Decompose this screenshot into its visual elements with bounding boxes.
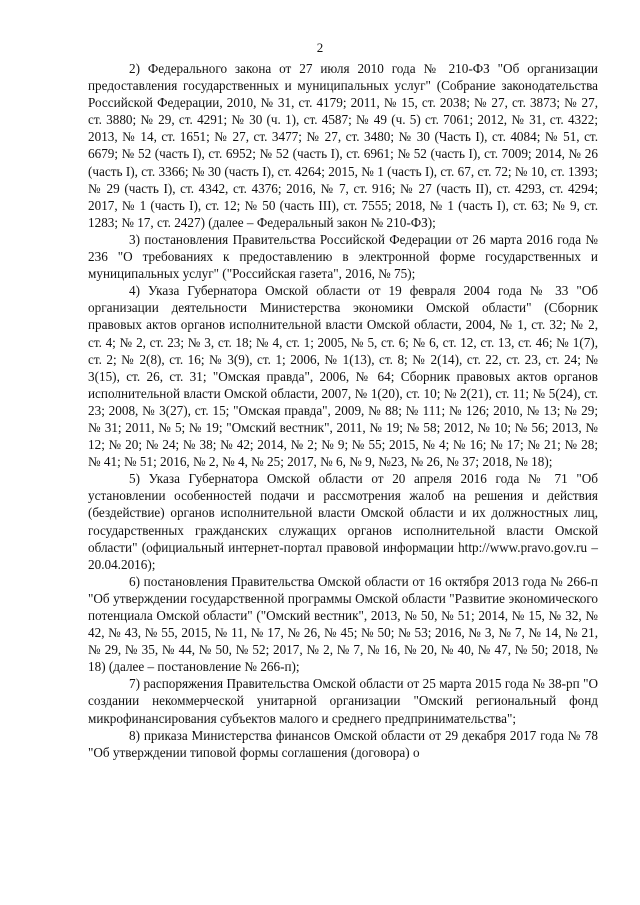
paragraph-item-7: 7) распоряжения Правительства Омской области от 25 марта 2015 года № 38-рп "О создании некоммерческой унитарной организации "Омский региональный фонд микрофинансирования субъектов малого и среднего предпринимательства"; <box>88 676 598 726</box>
paragraph-item-3: 3) постановления Правительства Российской Федерации от 26 марта 2016 года № 236 "О требованиях к предоставлению в электронной форме государственных и муниципальных услуг" ("Российская газета", 2016, № 75); <box>88 231 598 282</box>
paragraph-item-8: 8) приказа Министерства финансов Омской области от 29 декабря 2017 года № 78 "Об утверждении типовой формы соглашения (договора) о <box>88 727 598 760</box>
paragraph-item-4: 4) Указа Губернатора Омской области от 19 февраля 2004 года № 33 "Об организации деятельности Министерства экономики Омской области" (Сборник правовых актов органов исполнительной власти Омской области, 2004, № 1, ст. 32; № 2, ст. 4; № 2, ст. 23; № 3, ст. 18; № 4, ст. 1; 2005, № 5, ст. 6; № 6, ст. 12, ст. 13, ст. 46; № 1(7), ст. 2; № 2(8), ст. 16; № 3(9), ст. 1; 2006, № 1(13), ст. 8; № 2(14), ст. 22, ст. 23, ст. 24; № 3(15), ст. 26, ст. 31; "Омская правда", 2006, № 64; Сборник правовых актов органов исполнительной власти Омской области, 2007, № 1(20), ст. 10; № 2(21), ст. 11; № 5(24), ст. 23; 2008, № 3(27), ст. 15; "Омская правда", 2009, № 88; № 111; № 126; 2010, № 13; № 29; № 31; 2011, № 5; № 19; "Омский вестник", 2011, № 19; № 58; 2012, № 10; № 56; 2013, № 12; № 20; № 24; № 38; № 42; 2014, № 2; № 9; № 55; 2015, № 4; № 16; № 17; № 21; № 28; № 41; № 51; 2016, № 2, № 4, № 25; 2017, № 6, № 9, №23, № 26, № 37; 2018, № 18); <box>88 283 598 470</box>
paragraph-item-6: 6) постановления Правительства Омской области от 16 октября 2013 года № 266-п "Об утверждении государственной программы Омской области "Развитие экономического потенциала Омской области" ("Омский вестник", 2013, № 50, № 51; 2014, № 15, № 32, № 42, № 43, № 55, 2015, № 11, № 17, № 26, № 45; № 50; № 53; 2016, № 3, № 7, № 14, № 21, № 29, № 35, № 44, № 50, № 52; 2017, № 2, № 7, № 16, № 20, № 40, № 47, № 50; 2018, № 18) (далее – постановление № 266-п); <box>88 573 598 675</box>
page-number: 2 <box>316 40 324 55</box>
document-body <box>88 60 598 761</box>
paragraph-item-5: 5) Указа Губернатора Омской области от 20 апреля 2016 года № 71 "Об установлении особенностей подачи и рассмотрения жалоб на решения и действия (бездействие) органов исполнительной власти Омской области и их должностных лиц, государственных гражданских служащих органов исполнительной власти Омской области" (официальный интернет-портал правовой информации http://www.pravo.gov.ru – 20.04.2016); <box>88 471 598 572</box>
paragraph-item-2: 2) Федерального закона от 27 июля 2010 года № 210-ФЗ "Об организации предоставления государственных и муниципальных услуг" (Собрание законодательства Российской Федерации, 2010, № 31, ст. 4179; 2011, № 15, ст. 2038; № 27, ст. 3873; № 27, ст. 3880; № 29, ст. 4291; № 30 (ч. 1), ст. 4587; № 49 (ч. 5) ст. 7061; 2012, № 31, ст. 4322; 2013, № 14, ст. 1651; № 27, ст. 3477; № 27, ст. 3480; № 30 (Часть I), ст. 4084; № 51, ст. 6679; № 52 (часть I), ст. 6952; № 52 (часть I), ст. 6961; № 52 (часть I), ст. 7009; 2014, № 26 (часть I), ст. 3366; № 30 (часть I), ст. 4264; 2015, № 1 (часть I), ст. 67, ст. 72; № 10, ст. 1393; № 29 (часть I), ст. 4342, ст. 4376; 2016, № 7, ст. 916; № 27 (часть II), ст. 4293, ст. 4294; 2017, № 1 (часть I), ст. 12; № 50 (часть III), ст. 7555; 2018, № 1 (часть I), ст. 63; № 9, ст. 1283; № 17, ст. 2427) (далее – Федеральный закон № 210-ФЗ); <box>88 61 598 230</box>
